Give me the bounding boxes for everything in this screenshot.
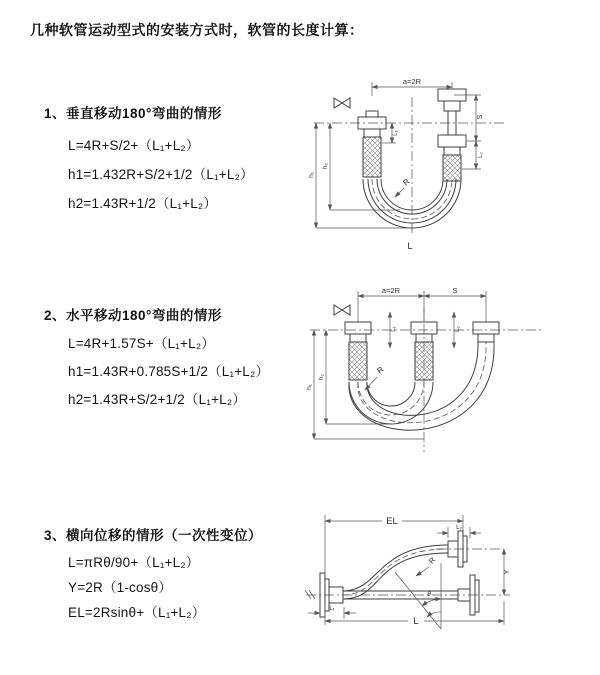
label-length: L (407, 241, 413, 252)
dim-label-h2: h₂ (318, 373, 325, 381)
section-3-formula-el: EL=2Rsinθ+（L₁+L₂） (68, 605, 206, 620)
section-2-formula-h2: h2=1.43R+S/2+1/2（L₁+L₂） (68, 392, 247, 407)
dim-label-a2r: a=2R (402, 77, 422, 86)
left-fitting (358, 111, 386, 177)
label-theta: θ (427, 591, 431, 598)
right-fitting-shifted (473, 322, 499, 342)
label-radius: R (375, 364, 386, 376)
dim-label-h2: h₂ (322, 162, 329, 170)
section-1-heading: 1、垂直移动180°弯曲的情形 (44, 106, 222, 121)
dim-label-l2: L₂ (478, 152, 484, 158)
dim-label-l1: L₁ (391, 326, 397, 332)
hose-u-bend (363, 176, 461, 228)
braided-hose-section (363, 137, 381, 177)
section-2-formula-l: L=4R+1.57S+（L₁+L₂） (68, 336, 215, 351)
dim-label-h1: h₁ (308, 172, 315, 178)
section-1-formula-l: L=4R+S/2+（L₁+L₂） (68, 138, 200, 153)
right-fitting-two-positions (438, 89, 466, 181)
dim-label-a2r: a=2R (381, 286, 401, 295)
dim-label-l: L (413, 616, 419, 627)
section-3-heading: 3、横向位移的情形（一次性变位） (44, 528, 263, 543)
section-3-formula-y: Y=2R（1-cosθ） (68, 580, 173, 595)
dimension-lines (314, 291, 486, 439)
valve-icon (334, 98, 350, 108)
dim-label-s: S (452, 286, 458, 295)
braided-hose-section (443, 155, 461, 181)
pipe-break-mark (305, 590, 315, 599)
valve-icon (334, 305, 350, 315)
section-3-formula-l: L=πRθ/90+（L₁+L₂） (68, 555, 200, 570)
page-title: 几种软管运动型式的安装方式时，软管的长度计算： (30, 22, 364, 38)
diagram-lateral-displacement (298, 505, 566, 640)
dim-label-h1: h₁ (306, 384, 313, 390)
diagram-horizontal-180-bend (302, 282, 560, 457)
dim-label-l1: L₁ (329, 606, 335, 612)
section-1-formula-h1: h1=1.432R+S/2+1/2（L₁+L₂） (68, 167, 254, 182)
dim-label-l1: L₁ (393, 130, 399, 136)
label-radius: R (401, 176, 412, 188)
braided-hose-section (349, 342, 367, 380)
section-2-formula-h1: h1=1.43R+0.785S+1/2（L₁+L₂） (68, 364, 270, 379)
braided-hose-section (415, 342, 433, 380)
dim-label-el: EL (386, 516, 398, 527)
diagram-vertical-180-bend (300, 73, 555, 253)
dim-label-l2: L₂ (455, 326, 461, 332)
left-fitting (345, 322, 371, 380)
label-radius: R (426, 555, 438, 566)
section-1-formula-h2: h2=1.43R+1/2（L₁+L₂） (68, 196, 218, 211)
dim-label-s: S (477, 114, 484, 120)
section-2-heading: 2、水平移动180°弯曲的情形 (44, 308, 222, 323)
dim-label-l2: L₂ (456, 525, 462, 531)
dim-label-y: Y (504, 569, 511, 575)
